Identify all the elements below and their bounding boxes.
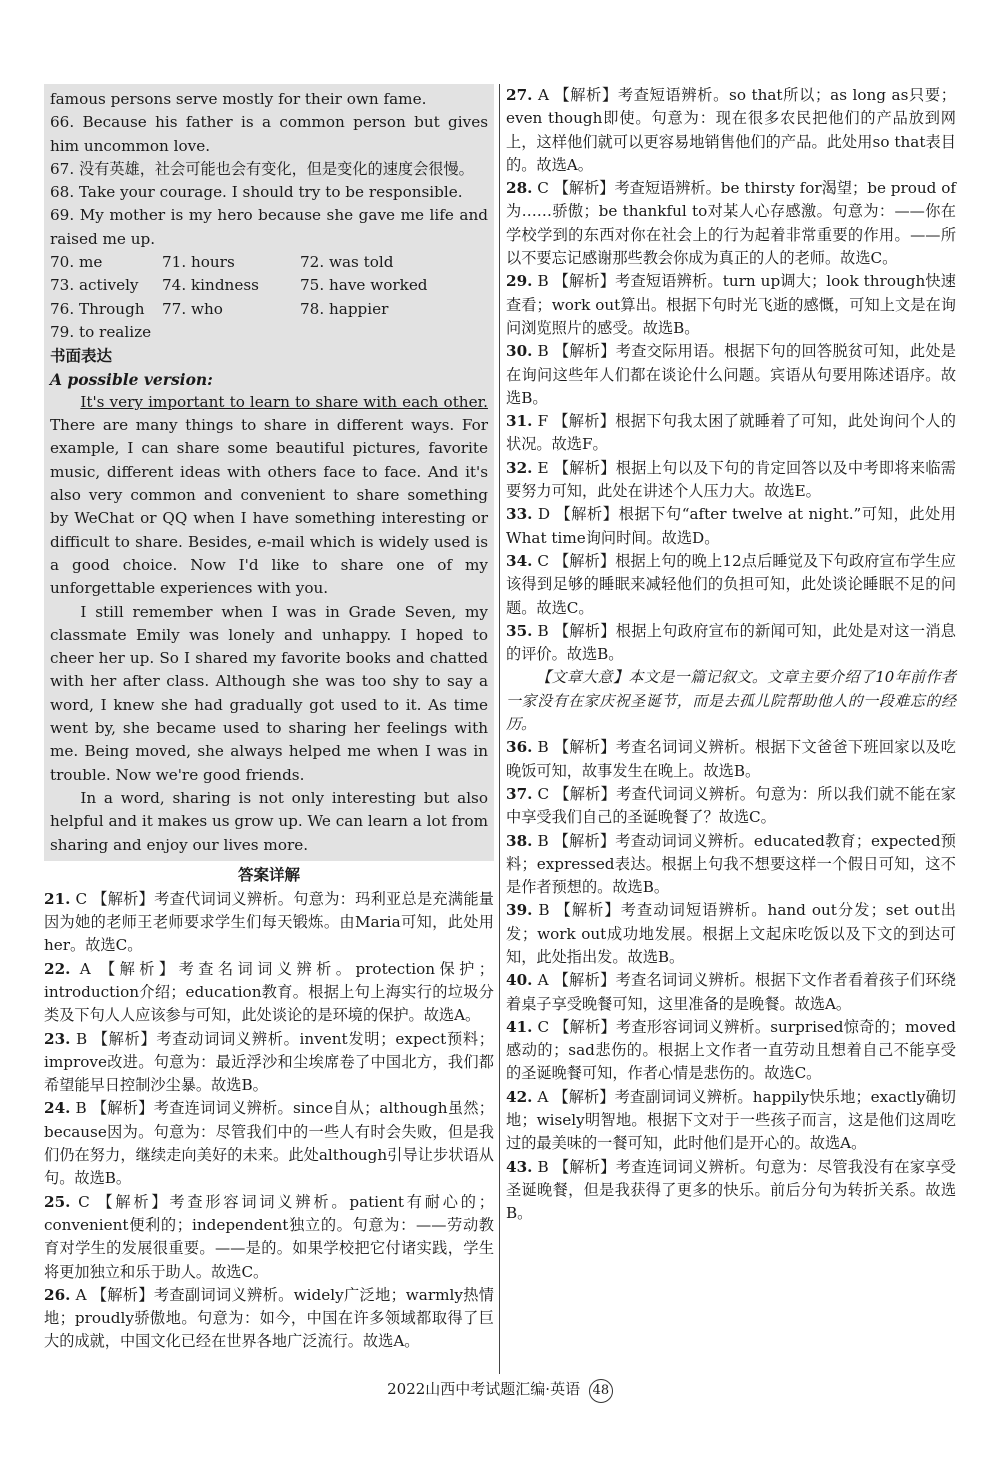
grid-cell [162,321,300,344]
list-item: 35. B 【解析】根据上句政府宣布的新闻可知，此处是对这一消息的评价。故选B。 [506,621,956,664]
grid-cell: 72. was told [300,253,394,272]
list-item: 39. B 【解析】考查动词短语辨析。hand out分发；set out出发；work out成功地发展。根据上文起床吃饭以及下文的到达可知，此处指出发。故选B。 [506,901,956,966]
list-item: 21. C 【解析】考查代词词义辨析。句意为：玛利亚总是充满能量因为她的老师王老师要求学生们每天锻炼。由Maria可知，此处用her。故选C。 [44,889,494,955]
grid-cell: 70. me [50,253,103,272]
left-column [44,84,494,1354]
essay-paragraph-3: In a word, sharing is not only interesting but also helpful and it makes us grow up. We can learn a lot from sharing and enjoy our lives more. [50,788,488,854]
grid-cell: 71. hours [162,253,235,272]
essay-paragraph-1 [50,391,488,601]
answer-66: 66. Because his father is a common person but gives him uncommon love. [50,113,488,155]
list-item: 34. C 【解析】根据上句的晚上12点后睡觉及下句政府宣布学生应该得到足够的睡眠来减轻他们的负担可知，此处谈论睡眠不足的问题。故选C。 [506,551,956,617]
grid-cell: 79. to realize [50,322,152,341]
list-item: 43. B 【解析】考查连词词义辨析。句意为：尽管我没有在家享受圣诞晚餐，但是我获得了更多的快乐。前后分句为转折关系。故选B。 [506,1157,956,1223]
answer-67: 67. 没有英雄，社会可能也会有变化，但是变化的速度会很慢。 [50,159,474,178]
version-label: A possible version: [50,369,213,389]
grid-cell: 73. actively [50,276,139,295]
writing-heading: 书面表达 [50,346,113,366]
answer-line-continued: famous persons serve mostly for their own fame. [50,90,427,108]
list-item: 27. A 【解析】考查短语辨析。so that所以；as long as只要；even though即使。句意为：现在很多农民把他们的产品放到网上，这样他们就可以更容易地销售他们的产品。此处用so that表目的。故选A。 [506,86,956,174]
shaded-answer-block [44,84,494,861]
page-number: 48 [589,1379,613,1403]
grid-cell [300,321,470,344]
grid-cell: 75. have worked [300,276,428,295]
list-item: 40. A 【解析】考查名词词义辨析。根据下文作者看着孩子们环绕着桌子享受晚餐可知，这里准备的是晚餐。故选A。 [506,971,956,1013]
grid-cell: 77. who [162,299,223,318]
answer-grid [50,251,488,344]
list-item: 33. D 【解析】根据下句“after twelve at night.”可知，此处用What time询问时间。故选D。 [506,505,956,547]
answer-68: 68. Take your courage. I should try to be responsible. [50,183,463,202]
list-item: 26. A 【解析】考查副词词义辨析。widely广泛地；warmly热情地；proudly骄傲地。句意为：如今，中国在许多领域都取得了巨大的成就，中国文化已经在世界各地广泛流行。故选A。 [44,1285,494,1351]
list-item: 23. B 【解析】考查动词词义辨析。invent发明；expect预料；improve改进。句意为：最近浮沙和尘埃席卷了中国北方，我们都希望能早日控制沙尘暴。故选B。 [44,1029,494,1095]
list-item: 37. C 【解析】考查代词词义辨析。句意为：所以我们就不能在家中享受我们自己的圣诞晚餐了？故选C。 [506,784,956,827]
right-column [506,84,956,1226]
footer-title: 2022山西中考试题汇编·英语 [387,1380,581,1398]
list-item: 22. A 【解析】考查名词词义辨析。protection保护；introduction介绍；education教育。根据上句上海实行的垃圾分类及下句人人应该参与可知，此处谈论的是环境的保护。故选A。 [44,959,494,1025]
answers-title: 答案详解 [237,864,300,884]
list-item: 28. C 【解析】考查短语辨析。be thirsty for渴望；be proud of为……骄傲；be thankful to对某人心存感激。句意为：——你在学校学到的东西对你在社会上的行为起着非常重要的作用。——所以不要忘记感谢那些教会你成为真正的人的老师。故选C。 [506,179,956,268]
essay-paragraph-2: I still remember when I was in Grade Seven, my classmate Emily was lonely and unhappy. I hoped to cheer her up. So I shared my favorite books and chatted with her after class. Although she was too shy to say a word, I knew she had gradually got used to it. As time went by, she became used to sharing her feelings with me. Being moved, she always helped me when I was in trouble. Now we're good friends. [50,602,488,784]
list-item: 29. B 【解析】考查短语辨析。turn up调大；look through快速查看；work out算出。根据下句时光飞逝的感慨，可知上文是在询问浏览照片的感受。故选B。 [506,272,956,337]
page-footer [0,1378,1000,1403]
list-item: 32. E 【解析】根据上句以及下句的肯定回答以及中考即将来临需要努力可知，此处在讲述个人压力大。故选E。 [506,458,956,501]
article-summary: 【文章大意】本文是一篇记叙文。文章主要介绍了10年前作者一家没有在家庆祝圣诞节，而是去孤儿院帮助他人的一段难忘的经历。 [506,668,956,734]
column-divider [499,84,500,1374]
list-item: 30. B 【解析】考查交际用语。根据下句的回答脱贫可知，此处是在询问这些年人们都在谈论什么问题。宾语从句要用陈述语序。故选B。 [506,342,956,407]
essay-topic-sentence: It's very important to learn to share with each other. [80,392,488,411]
answer-69: 69. My mother is my hero because she gave me life and raised me up. [50,206,488,248]
grid-cell: 76. Through [50,299,145,318]
grid-cell: 74. kindness [162,276,259,295]
list-item: 31. F 【解析】根据下句我太困了就睡着了可知，此处询问个人的状况。故选F。 [506,412,956,454]
essay [50,391,488,857]
list-item: 36. B 【解析】考查名词词义辨析。根据下文爸爸下班回家以及吃晚饭可知，故事发生在晚上。故选B。 [506,738,956,780]
right-answer-list-a [506,84,956,666]
grid-cell: 78. happier [300,299,389,318]
list-item: 24. B 【解析】考查连词词义辨析。since自从；although虽然；because因为。句意为：尽管我们中的一些人有时会失败，但是我们仍在努力，继续走向美好的未来。此处although引导让步状语从句。故选B。 [44,1099,494,1188]
right-answer-list-b [506,736,956,1225]
essay-paragraph-1-rest: There are many things to share in different ways. For example, I can share some beautiful pictures, favorite music, different ideas with others face to face. And it's also very common and convenient to share something by WeChat or QQ when I have something interesting or difficult to share. Besides, e-mail which is widely used is a good choice. Now I'd like to share one of my unforgettable experiences with you. [50,416,488,598]
list-item: 25. C 【解析】考查形容词词义辨析。patient有耐心的；convenient便利的；independent独立的。句意为：——劳动教育对学生的发展很重要。——是的。如果学校把它付诸实践，学生将更加独立和乐于助人。故选C。 [44,1192,494,1281]
list-item: 38. B 【解析】考查动词词义辨析。educated教育；expected预料；expressed表达。根据上句我不想要这样一个假日可知，这不是作者预想的。故选B。 [506,831,956,897]
list-item: 41. C 【解析】考查形容词词义辨析。surprised惊奇的；moved感动的；sad悲伤的。根据上文作者一直劳动且想着自己不能享受的圣诞晚餐可知，作者心情是悲伤的。故选C。 [506,1017,956,1083]
left-answer-list [44,888,494,1354]
list-item: 42. A 【解析】考查副词词义辨析。happily快乐地；exactly确切地；wisely明智地。根据下文对于一些孩子而言，这是他们这周吃过的最美味的一餐可知，此时他们是开心的。故选A。 [506,1087,956,1153]
